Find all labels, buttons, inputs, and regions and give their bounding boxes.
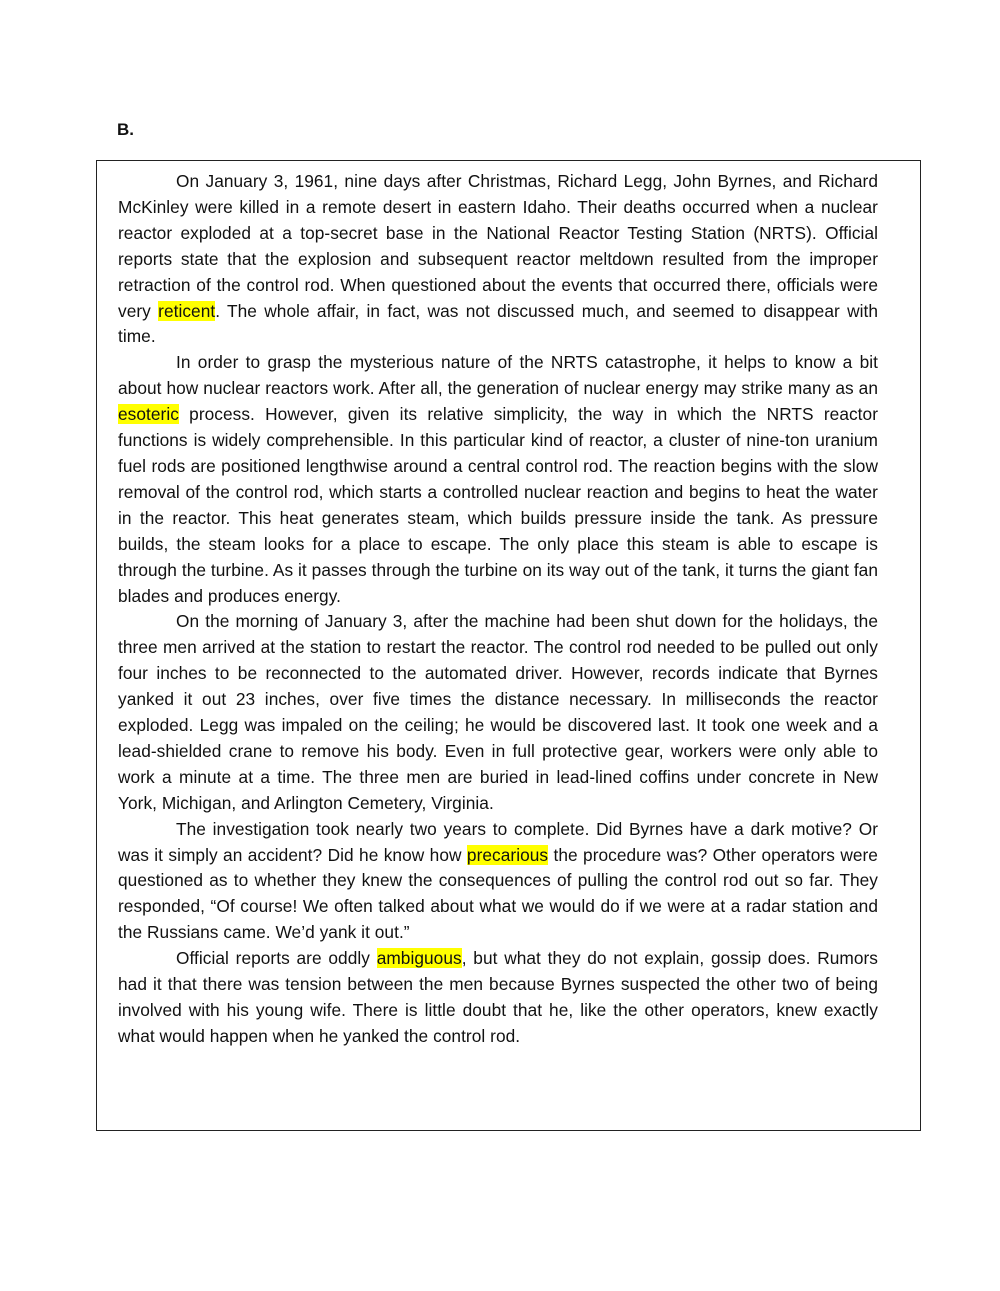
paragraph-3-text: On the morning of January 3, after the machine had been shut down for the holidays, the three men arrived at the station to restart the reactor. The control rod needed to be pulled out only four inches to be reconnected to the automated driver. However, records indicate that Byrnes yanked it out 23 inches, over five times the distance necessary. In milliseconds the reactor exploded. Legg was impaled on the ceiling; he would be discovered last. It took one week and a lead-shielded crane to remove his body. Even in full protective gear, workers were only able to work a minute at a time. The three men are buried in lead-lined coffins under concrete in New York, Michigan, and Arlington Cemetery, Virginia. xyxy=(118,611,878,813)
section-label: B. xyxy=(117,120,134,139)
paragraph-1-text-a: On January 3, 1961, nine days after Christmas, Richard Legg, John Byrnes, and Richard McKinley were killed in a remote desert in eastern Idaho. Their deaths occurred when a nuclear reactor exploded at a top-secret base in the National Reactor Testing Station (NRTS). Official reports state that the explosion and subsequent reactor meltdown resulted from the improper retraction of the control rod. When questioned about the events that occurred there, officials were very xyxy=(118,171,878,321)
paragraph-2 xyxy=(118,350,878,609)
highlight-word-esoteric: esoteric xyxy=(118,404,179,425)
paragraph-5-text-a: Official reports are oddly xyxy=(176,948,377,969)
paragraph-4-text-a: The investigation took nearly two years to complete. Did Byrnes have a dark motive? Or was it simply an accident? Did he know how xyxy=(118,818,878,865)
paragraph-1-text-b: . The whole affair, in fact, was not discussed much, and seemed to disappear with time. xyxy=(118,300,879,347)
paragraph-5-text-b: , but what they do not explain, gossip does. Rumors had it that there was tension between the men because Byrnes suspected the other two of being involved with his young wife. There is little doubt that he, like the other operators, knew exactly what would happen when he yanked the control rod. xyxy=(118,948,878,1046)
highlight-word-ambiguous: ambiguous xyxy=(376,948,462,969)
passage-box xyxy=(96,160,921,1131)
paragraph-2-text-b: process. However, given its relative simplicity, the way in which the NRTS reactor functions is widely comprehensible. In this particular kind of reactor, a cluster of nine-ton uranium fuel rods are positioned lengthwise around a central control rod. The reaction begins with the slow removal of the control rod, which starts a controlled nuclear reaction and begins to heat the water in the reactor. This heat generates steam, which builds pressure inside the tank. As pressure builds, the steam looks for a place to escape. The only place this steam is able to escape is through the turbine. As it passes through the turbine on its way out of the tank, it turns the giant fan blades and produces energy. xyxy=(118,404,878,606)
paragraph-2-text-a: In order to grasp the mysterious nature of the NRTS catastrophe, it helps to know a bit about how nuclear reactors work. After all, the generation of nuclear energy may strike many as an xyxy=(118,352,878,399)
paragraph-4-text-b: the procedure was? Other operators were questioned as to whether they knew the consequences of pulling the control rod out so far. They responded, “Of course! We often talked about what we would do if we were at a radar station and the Russians came. We’d yank it out.” xyxy=(118,844,878,943)
paragraph-1 xyxy=(118,169,878,350)
highlight-word-precarious: precarious xyxy=(466,844,549,865)
highlight-word-reticent: reticent xyxy=(158,300,216,321)
paragraph-3 xyxy=(118,609,878,816)
paragraph-5 xyxy=(118,946,878,1050)
paragraph-4 xyxy=(118,817,878,947)
